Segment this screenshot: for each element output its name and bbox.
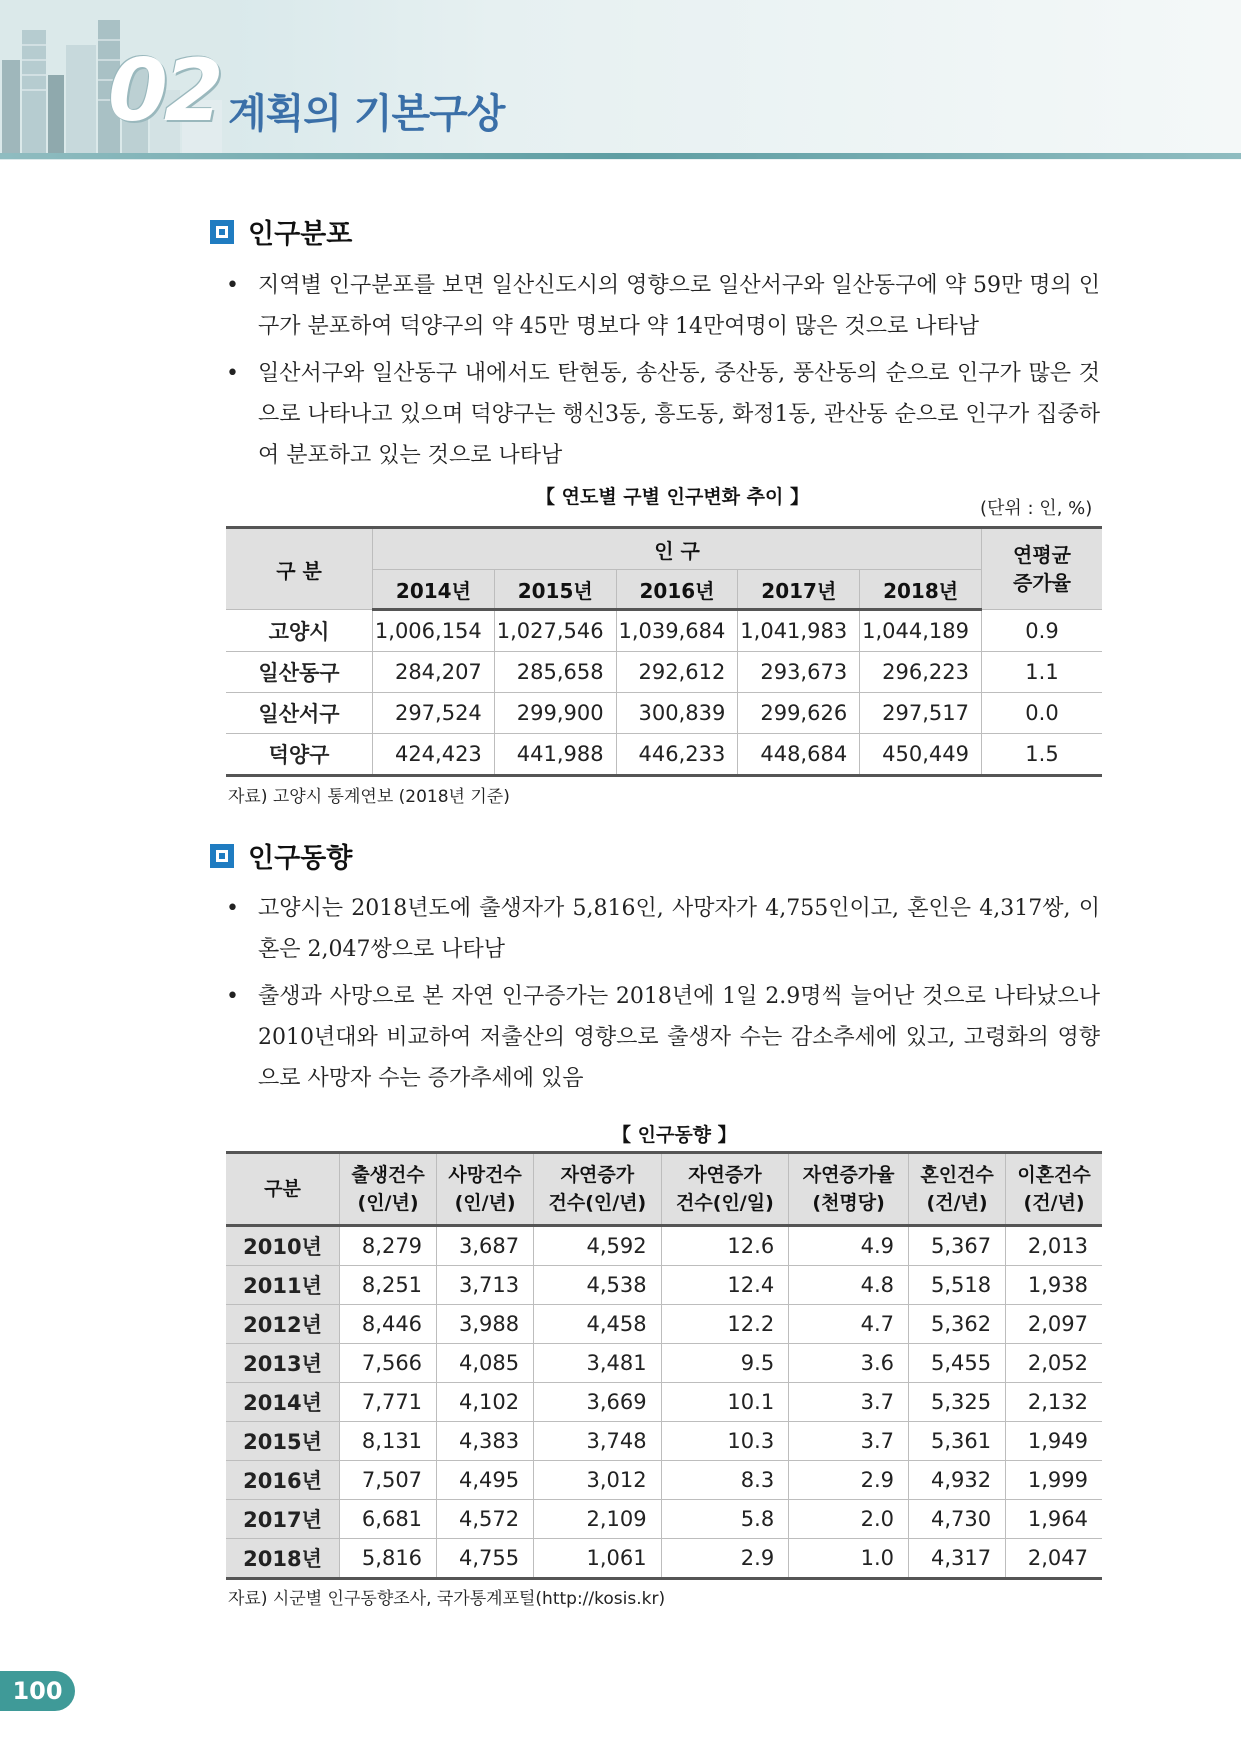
row-year-cell: 2015년 <box>226 1422 340 1461</box>
table-cell: 2,132 <box>1006 1383 1102 1422</box>
table-row <box>226 1539 1102 1579</box>
bullet-dot-icon: • <box>226 984 239 1009</box>
table-cell: 7,507 <box>340 1461 437 1500</box>
table-cell: 6,681 <box>340 1500 437 1539</box>
table-cell: 4,458 <box>534 1305 662 1344</box>
table1-source: 자료) 고양시 통계연보 (2018년 기준) <box>228 787 510 807</box>
table-cell: 1,999 <box>1006 1461 1102 1500</box>
table-cell: 4,495 <box>437 1461 534 1500</box>
table2-caption: 【 인구동향 】 <box>612 1124 737 1146</box>
table-cell: 5.8 <box>661 1500 789 1539</box>
table-cell: 8,446 <box>340 1305 437 1344</box>
row-year-cell: 2012년 <box>226 1305 340 1344</box>
table1-caption: 【 연도별 구별 인구변화 추이 】 <box>536 486 809 508</box>
header-marriages: 혼인건수 (건/년) <box>909 1153 1006 1226</box>
table-cell: 1.0 <box>789 1539 909 1579</box>
table-cell: 1,964 <box>1006 1500 1102 1539</box>
bullet-list-trend <box>222 888 1100 1105</box>
table-cell: 8,279 <box>340 1226 437 1266</box>
table-cell: 4,932 <box>909 1461 1006 1500</box>
table-cell: 3.6 <box>789 1344 909 1383</box>
table-cell: 1,061 <box>534 1539 662 1579</box>
table1-unit: (단위 : 인, %) <box>980 498 1093 519</box>
table-cell: 4,085 <box>437 1344 534 1383</box>
table-cell: 3,012 <box>534 1461 662 1500</box>
table-cell: 5,367 <box>909 1226 1006 1266</box>
table-cell: 7,566 <box>340 1344 437 1383</box>
table-cell: 3,713 <box>437 1266 534 1305</box>
table-cell: 10.3 <box>661 1422 789 1461</box>
table-cell: 4,730 <box>909 1500 1006 1539</box>
population-trend-table <box>226 1151 1102 1580</box>
table-cell: 4,102 <box>437 1383 534 1422</box>
population-change-table <box>226 526 1102 777</box>
header-divider <box>0 153 1241 159</box>
section-title: 인구동향 <box>248 843 353 874</box>
table-row: 고양시 1,006,154 1,027,546 1,039,684 1,041,983 1,044,189 0.9 <box>226 610 1102 652</box>
table-row <box>226 1500 1102 1539</box>
table-cell: 5,518 <box>909 1266 1006 1305</box>
table-cell: 3.7 <box>789 1422 909 1461</box>
table-cell: 4,383 <box>437 1422 534 1461</box>
header-category: 구분 <box>226 1153 340 1226</box>
table-cell: 2,109 <box>534 1500 662 1539</box>
table-cell: 12.6 <box>661 1226 789 1266</box>
table-cell: 4,317 <box>909 1539 1006 1579</box>
table-cell: 2.0 <box>789 1500 909 1539</box>
table-row <box>226 1422 1102 1461</box>
bullet-item: • 지역별 인구분포를 보면 일산신도시의 영향으로 일산서구와 일산동구에 약 59만 명의 인구가 분포하여 덕양구의 약 45만 명보다 약 14만여명이 많은 것으로 나타남 <box>222 265 1100 347</box>
table-row <box>226 1226 1102 1266</box>
header-category: 구 분 <box>226 528 373 610</box>
row-year-cell: 2014년 <box>226 1383 340 1422</box>
table-cell: 3,687 <box>437 1226 534 1266</box>
table-cell: 9.5 <box>661 1344 789 1383</box>
header-year: 2015년 <box>494 570 616 610</box>
header-population: 인 구 <box>373 528 982 570</box>
square-bullet-icon <box>210 844 234 868</box>
chapter-header <box>0 0 1241 160</box>
header-natural-increase-day: 자연증가 건수(인/일) <box>661 1153 789 1226</box>
header-year: 2017년 <box>738 570 860 610</box>
table-cell: 3.7 <box>789 1383 909 1422</box>
row-year-cell: 2016년 <box>226 1461 340 1500</box>
table-cell: 8,251 <box>340 1266 437 1305</box>
chapter-title: 계획의 기본구상 <box>228 91 505 137</box>
table-cell: 2,052 <box>1006 1344 1102 1383</box>
bullet-dot-icon: • <box>226 273 239 298</box>
header-divorces: 이혼건수 (건/년) <box>1006 1153 1102 1226</box>
page-number: 100 <box>0 1671 75 1711</box>
table2-source: 자료) 시군별 인구동향조사, 국가통계포털(http://kosis.kr) <box>228 1589 666 1609</box>
header-births: 출생건수 (인/년) <box>340 1153 437 1226</box>
table-row <box>226 1383 1102 1422</box>
header-year: 2014년 <box>373 570 495 610</box>
table-cell: 2.9 <box>789 1461 909 1500</box>
header-natural-increase-year: 자연증가 건수(인/년) <box>534 1153 662 1226</box>
row-year-cell: 2010년 <box>226 1226 340 1266</box>
table-cell: 1,949 <box>1006 1422 1102 1461</box>
row-year-cell: 2017년 <box>226 1500 340 1539</box>
bullet-list-distribution <box>222 265 1100 482</box>
bullet-dot-icon: • <box>226 361 239 386</box>
table-cell: 5,362 <box>909 1305 1006 1344</box>
section-heading-population-distribution <box>210 212 352 251</box>
table-cell: 3,748 <box>534 1422 662 1461</box>
table-cell: 8.3 <box>661 1461 789 1500</box>
bullet-item: • 출생과 사망으로 본 자연 인구증가는 2018년에 1일 2.9명씩 늘어난 것으로 나타났으나 2010년대와 비교하여 저출산의 영향으로 출생자 수는 감소추세에 있고, 고령화의 영향으로 사망자 수는 증가추세에 있음 <box>222 976 1100 1099</box>
table-cell: 12.4 <box>661 1266 789 1305</box>
table-cell: 5,325 <box>909 1383 1006 1422</box>
section-heading-population-trend <box>210 836 352 875</box>
bullet-item: • 고양시는 2018년도에 출생자가 5,816인, 사망자가 4,755인이고, 혼인은 4,317쌍, 이혼은 2,047쌍으로 나타남 <box>222 888 1100 970</box>
row-year-cell: 2013년 <box>226 1344 340 1383</box>
section-title: 인구분포 <box>248 219 353 250</box>
table-row <box>226 1266 1102 1305</box>
table-cell: 2,047 <box>1006 1539 1102 1579</box>
table-cell: 5,816 <box>340 1539 437 1579</box>
table-cell: 2,013 <box>1006 1226 1102 1266</box>
table-cell: 5,361 <box>909 1422 1006 1461</box>
table-row: 일산동구 284,207 285,658 292,612 293,673 296,223 1.1 <box>226 652 1102 693</box>
table-cell: 4,572 <box>437 1500 534 1539</box>
table-row <box>226 1344 1102 1383</box>
header-year: 2018년 <box>860 570 982 610</box>
header-deaths: 사망건수 (인/년) <box>437 1153 534 1226</box>
table-cell: 3,669 <box>534 1383 662 1422</box>
table-cell: 8,131 <box>340 1422 437 1461</box>
row-year-cell: 2018년 <box>226 1539 340 1579</box>
header-annual-growth-rate: 연평균 증가율 <box>982 528 1103 610</box>
chapter-number: 02 <box>108 41 220 141</box>
table-row: 일산서구 297,524 299,900 300,839 299,626 297,517 0.0 <box>226 693 1102 734</box>
table-cell: 2.9 <box>661 1539 789 1579</box>
table-cell: 4,592 <box>534 1226 662 1266</box>
table-cell: 4,755 <box>437 1539 534 1579</box>
table-cell: 4.8 <box>789 1266 909 1305</box>
table-cell: 3,481 <box>534 1344 662 1383</box>
table-cell: 7,771 <box>340 1383 437 1422</box>
header-year: 2016년 <box>616 570 738 610</box>
table-cell: 5,455 <box>909 1344 1006 1383</box>
table-cell: 12.2 <box>661 1305 789 1344</box>
table-cell: 4.7 <box>789 1305 909 1344</box>
table-cell: 4.9 <box>789 1226 909 1266</box>
table-cell: 10.1 <box>661 1383 789 1422</box>
bullet-dot-icon: • <box>226 896 239 921</box>
square-bullet-icon <box>210 220 234 244</box>
table-row <box>226 1305 1102 1344</box>
table-cell: 1,938 <box>1006 1266 1102 1305</box>
bullet-item: • 일산서구와 일산동구 내에서도 탄현동, 송산동, 중산동, 풍산동의 순으로 인구가 많은 것으로 나타나고 있으며 덕양구는 행신3동, 흥도동, 화정1동, 관산동 순으로 인구가 집중하여 분포하고 있는 것으로 나타남 <box>222 353 1100 476</box>
table-row <box>226 1461 1102 1500</box>
table-cell: 2,097 <box>1006 1305 1102 1344</box>
row-year-cell: 2011년 <box>226 1266 340 1305</box>
table-row: 덕양구 424,423 441,988 446,233 448,684 450,449 1.5 <box>226 734 1102 776</box>
table-cell: 4,538 <box>534 1266 662 1305</box>
table-cell: 3,988 <box>437 1305 534 1344</box>
header-natural-increase-rate: 자연증가율 (천명당) <box>789 1153 909 1226</box>
